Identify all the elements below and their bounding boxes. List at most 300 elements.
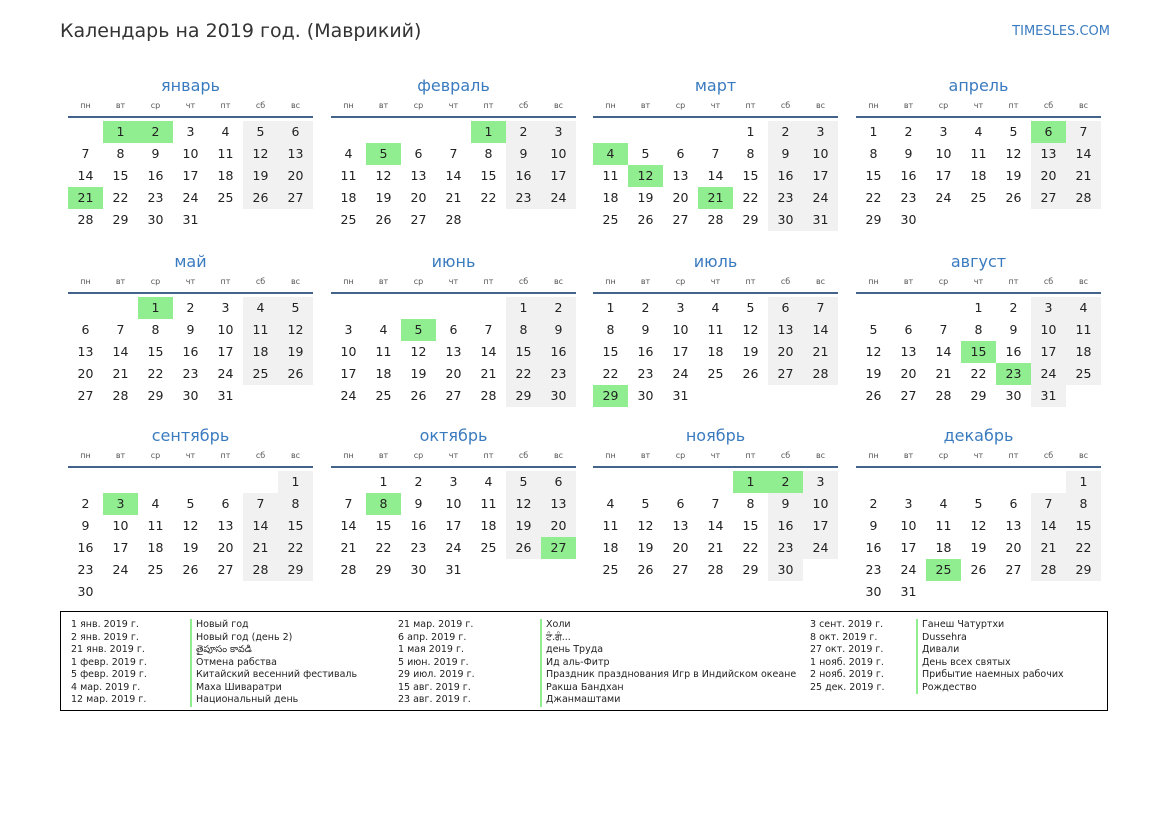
weekday-label: вс [290, 277, 301, 286]
month-name: июль [693, 252, 738, 271]
day-cell: 25 [147, 562, 164, 577]
day-cell: 29 [278, 559, 313, 581]
day-cell: 30 [768, 209, 803, 231]
weekday-label: вт [903, 451, 914, 460]
weekday-label: вс [553, 277, 564, 286]
brand-link[interactable]: TIMESLES.COM [1012, 24, 1110, 39]
day-cell: 19 [410, 366, 427, 381]
day-cell: 8 [506, 319, 541, 341]
day-cell: 9 [186, 322, 195, 337]
empty-cell [926, 297, 961, 319]
day-cell: 10 [445, 496, 462, 511]
weekday-label: пт [220, 451, 231, 460]
day-cell: 6 [81, 322, 90, 337]
day-cell: 9 [151, 146, 160, 161]
empty-cell [243, 471, 278, 493]
holiday-day-cell: 5 [366, 143, 401, 165]
day-cell: 10 [340, 344, 357, 359]
holiday-name: Новый год [190, 619, 249, 632]
day-cell: 9 [869, 518, 878, 533]
day-cell: 13 [672, 168, 689, 183]
day-cell: 10 [112, 518, 129, 533]
weekday-label: ср [675, 277, 686, 286]
weekday-label: пт [745, 277, 756, 286]
day-cell: 30 [410, 562, 427, 577]
weekday-label: пт [1008, 451, 1019, 460]
day-cell: 23 [768, 187, 803, 209]
day-cell: 24 [445, 540, 462, 555]
day-cell: 23 [77, 562, 94, 577]
weekday-label: вт [115, 101, 126, 110]
day-cell: 23 [410, 540, 427, 555]
holiday-name: Холи [540, 619, 571, 632]
day-cell: 14 [77, 168, 94, 183]
weekday-label: вт [640, 101, 651, 110]
day-cell: 4 [606, 496, 615, 511]
day-cell: 18 [970, 168, 987, 183]
day-cell: 17 [900, 540, 917, 555]
day-grid [856, 121, 1101, 231]
day-cell: 4 [221, 124, 230, 139]
day-cell: 20 [1031, 165, 1066, 187]
day-cell: 5 [278, 297, 313, 319]
day-grid [593, 297, 838, 407]
day-cell: 12 [970, 518, 987, 533]
weekday-label: чт [448, 451, 459, 460]
day-cell: 31 [217, 388, 234, 403]
day-cell: 23 [541, 363, 576, 385]
day-cell: 29 [742, 212, 759, 227]
holiday-date: 2 нояб. 2019 г. [810, 669, 884, 680]
day-cell: 19 [278, 341, 313, 363]
day-cell: 7 [344, 496, 353, 511]
day-cell: 17 [182, 168, 199, 183]
month-block [331, 249, 576, 407]
day-cell: 14 [707, 168, 724, 183]
weekday-label: ср [938, 277, 949, 286]
holiday-day-cell: 23 [996, 363, 1031, 385]
day-cell: 6 [414, 146, 423, 161]
day-cell: 8 [1066, 493, 1101, 515]
day-cell: 29 [375, 562, 392, 577]
day-cell: 29 [742, 562, 759, 577]
day-cell: 4 [711, 300, 720, 315]
day-cell: 24 [217, 366, 234, 381]
weekday-label: пн [605, 451, 616, 460]
day-cell: 8 [484, 146, 493, 161]
day-cell: 8 [606, 322, 615, 337]
day-cell: 12 [637, 518, 654, 533]
day-cell: 13 [1005, 518, 1022, 533]
day-cell: 17 [541, 165, 576, 187]
day-cell: 7 [116, 322, 125, 337]
day-cell: 5 [243, 121, 278, 143]
day-cell: 13 [672, 518, 689, 533]
weekday-label: пн [80, 277, 91, 286]
day-cell: 25 [1066, 363, 1101, 385]
weekday-label: чт [185, 451, 196, 460]
empty-cell [856, 471, 891, 493]
holiday-day-cell: 21 [68, 187, 103, 209]
day-cell: 9 [81, 518, 90, 533]
empty-cell [961, 471, 996, 493]
empty-cell [628, 121, 663, 143]
day-cell: 22 [970, 366, 987, 381]
day-cell: 2 [869, 496, 878, 511]
day-cell: 6 [676, 496, 685, 511]
day-cell: 6 [278, 121, 313, 143]
day-cell: 8 [869, 146, 878, 161]
weekday-label: пн [868, 101, 879, 110]
holiday-day-cell: 1 [103, 121, 138, 143]
weekday-label: пн [868, 277, 879, 286]
day-cell: 19 [865, 366, 882, 381]
holiday-name: తైపూసం కావడి [190, 644, 252, 657]
day-cell: 6 [541, 471, 576, 493]
day-cell: 20 [672, 540, 689, 555]
day-cell: 22 [147, 366, 164, 381]
holiday-day-cell: 4 [593, 143, 628, 165]
day-cell: 25 [707, 366, 724, 381]
empty-cell [68, 297, 103, 319]
page-title: Календарь на 2019 год. (Маврикий) [60, 20, 422, 42]
weekday-label: вт [378, 277, 389, 286]
holiday-date: 4 мар. 2019 г. [71, 681, 141, 693]
day-cell: 5 [186, 496, 195, 511]
day-cell: 13 [77, 344, 94, 359]
day-cell: 4 [243, 297, 278, 319]
day-cell: 27 [278, 187, 313, 209]
holiday-date: 2 янв. 2019 г. [71, 631, 139, 643]
holiday-date: 8 окт. 2019 г. [810, 631, 878, 643]
weekday-header [856, 99, 1101, 118]
day-cell: 22 [278, 537, 313, 559]
weekday-label: вт [903, 277, 914, 286]
empty-cell [436, 121, 471, 143]
weekday-header [856, 275, 1101, 294]
weekday-label: вс [553, 101, 564, 110]
day-cell: 14 [803, 319, 838, 341]
weekday-label: чт [185, 101, 196, 110]
day-cell: 11 [1066, 319, 1101, 341]
holiday-name: Праздник празднования Игр в Индийском океане [540, 669, 796, 682]
day-cell: 28 [1031, 559, 1066, 581]
weekday-header [68, 449, 313, 468]
empty-cell [173, 471, 208, 493]
day-cell: 13 [900, 344, 917, 359]
weekday-label: пн [343, 101, 354, 110]
day-cell: 17 [445, 518, 462, 533]
day-cell: 20 [217, 540, 234, 555]
day-cell: 9 [768, 143, 803, 165]
month-name: май [174, 252, 207, 271]
day-cell: 12 [410, 344, 427, 359]
day-cell: 22 [602, 366, 619, 381]
day-cell: 16 [900, 168, 917, 183]
holiday-name: Дивали [916, 644, 959, 657]
day-cell: 2 [506, 121, 541, 143]
day-cell: 14 [340, 518, 357, 533]
weekday-label: сб [780, 101, 791, 110]
day-cell: 16 [182, 344, 199, 359]
day-cell: 19 [243, 165, 278, 187]
weekday-label: чт [448, 277, 459, 286]
holiday-name: Ид аль-Фитр [540, 657, 610, 670]
day-cell: 28 [445, 212, 462, 227]
holiday-date: 12 мар. 2019 г. [71, 694, 147, 705]
weekday-label: сб [518, 101, 529, 110]
day-grid [593, 471, 838, 581]
weekday-label: сб [518, 451, 529, 460]
day-cell: 9 [904, 146, 913, 161]
weekday-label: пт [220, 277, 231, 286]
month-block [856, 73, 1101, 231]
holiday-date: 1 февр. 2019 г. [71, 656, 147, 668]
holiday-name: Новый год (день 2) [190, 632, 292, 645]
day-cell: 2 [768, 121, 803, 143]
empty-cell [996, 471, 1031, 493]
day-cell: 3 [541, 121, 576, 143]
day-cell: 31 [445, 562, 462, 577]
day-cell: 3 [344, 322, 353, 337]
day-cell: 11 [602, 518, 619, 533]
day-cell: 16 [865, 540, 882, 555]
day-cell: 28 [935, 388, 952, 403]
weekday-header [331, 99, 576, 118]
month-name: сентябрь [151, 426, 230, 445]
day-cell: 21 [112, 366, 129, 381]
empty-cell [208, 471, 243, 493]
empty-cell [103, 297, 138, 319]
weekday-header [331, 449, 576, 468]
day-cell: 16 [410, 518, 427, 533]
holiday-name: Dussehra [916, 632, 967, 645]
day-cell: 6 [676, 146, 685, 161]
month-block [856, 249, 1101, 407]
day-cell: 13 [541, 493, 576, 515]
day-cell: 23 [147, 190, 164, 205]
day-cell: 6 [221, 496, 230, 511]
day-cell: 26 [506, 537, 541, 559]
day-cell: 30 [637, 388, 654, 403]
day-cell: 12 [865, 344, 882, 359]
empty-cell [628, 471, 663, 493]
day-cell: 1 [746, 124, 755, 139]
day-cell: 12 [278, 319, 313, 341]
empty-cell [663, 121, 698, 143]
month-name: ноябрь [685, 426, 746, 445]
day-cell: 28 [480, 388, 497, 403]
empty-cell [331, 297, 366, 319]
day-cell: 15 [602, 344, 619, 359]
day-cell: 6 [1009, 496, 1018, 511]
day-cell: 10 [935, 146, 952, 161]
day-cell: 7 [81, 146, 90, 161]
day-cell: 28 [77, 212, 94, 227]
day-cell: 30 [147, 212, 164, 227]
day-cell: 1 [379, 474, 388, 489]
day-cell: 19 [182, 540, 199, 555]
holiday-name: Ганеш Чатуртхи [916, 619, 1004, 632]
day-cell: 30 [768, 559, 803, 581]
day-cell: 9 [641, 322, 650, 337]
day-cell: 22 [865, 190, 882, 205]
day-cell: 30 [900, 212, 917, 227]
day-cell: 19 [637, 540, 654, 555]
day-cell: 16 [147, 168, 164, 183]
weekday-label: вт [378, 101, 389, 110]
empty-cell [138, 471, 173, 493]
day-cell: 24 [182, 190, 199, 205]
empty-cell [593, 471, 628, 493]
day-cell: 11 [707, 322, 724, 337]
day-cell: 23 [768, 537, 803, 559]
weekday-label: чт [973, 101, 984, 110]
day-cell: 25 [480, 540, 497, 555]
holiday-date: 3 сент. 2019 г. [810, 619, 884, 630]
day-cell: 22 [1066, 537, 1101, 559]
day-cell: 23 [637, 366, 654, 381]
empty-cell [401, 121, 436, 143]
weekday-label: вс [290, 451, 301, 460]
day-cell: 18 [1066, 341, 1101, 363]
day-cell: 22 [506, 363, 541, 385]
weekday-header [331, 275, 576, 294]
day-cell: 22 [112, 190, 129, 205]
month-name: август [950, 252, 1007, 271]
day-cell: 24 [803, 537, 838, 559]
day-cell: 16 [541, 341, 576, 363]
day-cell: 14 [1066, 143, 1101, 165]
month-name: октябрь [419, 426, 488, 445]
day-cell: 13 [278, 143, 313, 165]
day-cell: 28 [707, 562, 724, 577]
weekday-label: пн [80, 101, 91, 110]
weekday-label: пт [483, 277, 494, 286]
day-cell: 21 [243, 537, 278, 559]
weekday-header [593, 275, 838, 294]
weekday-label: вс [815, 277, 826, 286]
day-cell: 14 [935, 344, 952, 359]
day-cell: 17 [803, 515, 838, 537]
day-cell: 20 [410, 190, 427, 205]
day-cell: 7 [1031, 493, 1066, 515]
weekday-label: ср [938, 451, 949, 460]
holiday-name: День всех святых [916, 657, 1011, 670]
day-cell: 27 [1005, 562, 1022, 577]
month-block [856, 423, 1101, 603]
holiday-date: 5 февр. 2019 г. [71, 669, 147, 680]
day-cell: 7 [1066, 121, 1101, 143]
day-cell: 2 [414, 474, 423, 489]
empty-cell [593, 121, 628, 143]
day-cell: 30 [182, 388, 199, 403]
day-cell: 24 [541, 187, 576, 209]
day-cell: 12 [243, 143, 278, 165]
day-cell: 7 [711, 146, 720, 161]
day-cell: 27 [445, 388, 462, 403]
day-cell: 27 [768, 363, 803, 385]
day-cell: 18 [147, 540, 164, 555]
weekday-label: пт [1008, 277, 1019, 286]
day-cell: 24 [900, 562, 917, 577]
holiday-name: Китайский весенний фестиваль [190, 669, 357, 682]
day-cell: 5 [1009, 124, 1018, 139]
weekday-label: сб [1043, 277, 1054, 286]
weekday-label: сб [255, 451, 266, 460]
day-cell: 15 [480, 168, 497, 183]
weekday-label: ср [938, 101, 949, 110]
day-cell: 18 [340, 190, 357, 205]
day-cell: 28 [243, 559, 278, 581]
day-cell: 30 [1005, 388, 1022, 403]
holiday-date: 6 апр. 2019 г. [398, 631, 467, 643]
day-cell: 1 [869, 124, 878, 139]
day-cell: 5 [506, 471, 541, 493]
month-name: декабрь [943, 426, 1014, 445]
day-cell: 13 [768, 319, 803, 341]
day-cell: 14 [445, 168, 462, 183]
day-cell: 19 [375, 190, 392, 205]
day-cell: 7 [711, 496, 720, 511]
day-cell: 19 [970, 540, 987, 555]
holiday-date: 5 июн. 2019 г. [398, 656, 469, 668]
empty-cell [926, 471, 961, 493]
holiday-day-cell: 1 [471, 121, 506, 143]
day-grid [68, 121, 313, 231]
weekday-label: ср [413, 451, 424, 460]
weekday-label: чт [448, 101, 459, 110]
day-cell: 10 [803, 493, 838, 515]
day-cell: 31 [900, 584, 917, 599]
day-cell: 29 [112, 212, 129, 227]
day-cell: 30 [865, 584, 882, 599]
day-cell: 1 [1066, 471, 1101, 493]
day-cell: 13 [1031, 143, 1066, 165]
weekday-label: вс [1078, 451, 1089, 460]
empty-cell [436, 297, 471, 319]
day-cell: 21 [707, 540, 724, 555]
weekday-label: пн [605, 277, 616, 286]
day-cell: 7 [484, 322, 493, 337]
day-cell: 26 [243, 187, 278, 209]
day-cell: 9 [768, 493, 803, 515]
day-grid [68, 297, 313, 407]
empty-cell [891, 471, 926, 493]
holiday-day-cell: 2 [768, 471, 803, 493]
day-cell: 1 [278, 471, 313, 493]
day-cell: 21 [935, 366, 952, 381]
empty-cell [103, 471, 138, 493]
weekday-label: пт [745, 451, 756, 460]
holiday-name: ਟੰ.ਗੰ... [540, 632, 571, 645]
day-cell: 31 [803, 209, 838, 231]
day-cell: 27 [217, 562, 234, 577]
weekday-label: вс [815, 451, 826, 460]
day-cell: 28 [707, 212, 724, 227]
weekday-header [593, 99, 838, 118]
day-cell: 10 [803, 143, 838, 165]
month-block [68, 73, 313, 231]
day-cell: 13 [217, 518, 234, 533]
day-cell: 21 [803, 341, 838, 363]
day-cell: 23 [182, 366, 199, 381]
day-cell: 3 [676, 300, 685, 315]
day-cell: 26 [865, 388, 882, 403]
day-grid [331, 121, 576, 231]
weekday-label: ср [413, 101, 424, 110]
day-cell: 12 [1005, 146, 1022, 161]
